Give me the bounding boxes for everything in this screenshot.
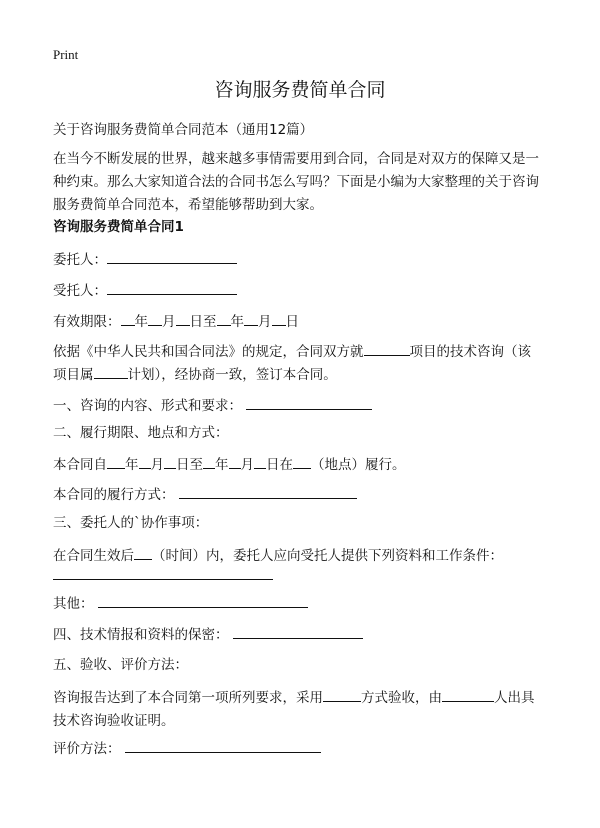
coop-row bbox=[53, 546, 503, 565]
period-row bbox=[53, 455, 406, 474]
blank bbox=[125, 739, 321, 753]
eval-row bbox=[53, 739, 321, 758]
blank bbox=[254, 455, 266, 469]
blank bbox=[164, 455, 176, 469]
blank bbox=[442, 688, 494, 702]
client-blank bbox=[107, 250, 237, 264]
text: 评价方法： bbox=[53, 741, 121, 757]
text: 年 bbox=[134, 314, 148, 330]
blank bbox=[53, 566, 273, 580]
text: 本合同的履行方式： bbox=[53, 487, 175, 503]
blank bbox=[244, 312, 258, 326]
section-1 bbox=[53, 396, 372, 415]
blank bbox=[233, 625, 363, 639]
text: 月 bbox=[240, 457, 254, 473]
blank bbox=[98, 594, 308, 608]
blank bbox=[148, 312, 162, 326]
text: 年 bbox=[125, 457, 139, 473]
text: 月 bbox=[258, 314, 272, 330]
validity-label: 有效期限： bbox=[53, 314, 121, 330]
subtitle: 关于咨询服务费简单合同范本（通用12篇） bbox=[53, 122, 314, 138]
section-5: 五、验收、评价方法： bbox=[53, 657, 188, 673]
accept-paragraph bbox=[53, 687, 535, 733]
document-title: 咨询服务费简单合同 bbox=[214, 79, 386, 101]
text: 日 bbox=[285, 314, 299, 330]
blank bbox=[107, 455, 125, 469]
coop-blank-line bbox=[53, 566, 273, 585]
blank bbox=[246, 396, 372, 410]
intro-line: 在当今不断发展的世界，越来越多事情需要用到合同，合同是对双方的保障又是一 bbox=[53, 151, 539, 167]
text: 四、技术情报和资料的保密： bbox=[53, 627, 229, 643]
blank bbox=[229, 455, 241, 469]
other-row bbox=[53, 594, 308, 613]
text: 其他： bbox=[53, 596, 94, 612]
section-3: 三、委托人的`协作事项： bbox=[53, 515, 209, 531]
text: 一、咨询的内容、形式和要求： bbox=[53, 398, 242, 414]
blank bbox=[293, 455, 311, 469]
text: 年 bbox=[215, 457, 229, 473]
text: 月 bbox=[162, 314, 176, 330]
section-2: 二、履行期限、地点和方式： bbox=[53, 425, 229, 441]
intro-paragraph bbox=[53, 148, 539, 217]
consultant-label: 受托人： bbox=[53, 283, 107, 299]
section-heading: 咨询服务费简单合同1 bbox=[53, 219, 184, 235]
consultant-row bbox=[53, 281, 237, 300]
text: 项目属 bbox=[53, 367, 94, 383]
text: 方式验收，由 bbox=[361, 690, 442, 706]
text: （地点）履行。 bbox=[311, 457, 406, 473]
text: 人出具 bbox=[494, 690, 535, 706]
intro-line: 种约束。那么大家知道合法的合同书怎么写吗？下面是小编为大家整理的关于咨询 bbox=[53, 174, 539, 190]
text: 依据《中华人民共和国合同法》的规定，合同双方就 bbox=[53, 344, 364, 360]
client-row bbox=[53, 250, 237, 269]
text: 日至 bbox=[176, 457, 203, 473]
method-row bbox=[53, 485, 357, 504]
text: 技术咨询验收证明。 bbox=[53, 713, 175, 729]
text: 咨询报告达到了本合同第一项所列要求，采用 bbox=[53, 690, 323, 706]
blank bbox=[121, 312, 135, 326]
consultant-blank bbox=[107, 281, 237, 295]
validity-row bbox=[53, 312, 299, 331]
blank bbox=[272, 312, 286, 326]
blank bbox=[176, 312, 190, 326]
text: 日至 bbox=[189, 314, 217, 330]
blank bbox=[323, 688, 361, 702]
text: 本合同自 bbox=[53, 457, 107, 473]
print-link[interactable]: Print bbox=[53, 47, 79, 62]
text: 计划），经协商一致，签订本合同。 bbox=[127, 367, 337, 383]
blank bbox=[179, 485, 357, 499]
blank bbox=[217, 312, 231, 326]
blank bbox=[134, 546, 152, 560]
blank bbox=[364, 342, 410, 356]
intro-line: 服务费简单合同范本，希望能够帮助到大家。 bbox=[53, 197, 323, 213]
text: 项目的技术咨询（该 bbox=[409, 344, 531, 360]
text: 日在 bbox=[266, 457, 293, 473]
blank bbox=[139, 455, 151, 469]
basis-paragraph bbox=[53, 341, 531, 387]
client-label: 委托人： bbox=[53, 252, 107, 268]
text: 年 bbox=[230, 314, 244, 330]
blank bbox=[203, 455, 215, 469]
blank bbox=[94, 365, 128, 379]
text: （时间）内，委托人应向受托人提供下列资料和工作条件： bbox=[152, 548, 503, 564]
text: 月 bbox=[150, 457, 164, 473]
section-4 bbox=[53, 625, 363, 644]
text: 在合同生效后 bbox=[53, 548, 134, 564]
